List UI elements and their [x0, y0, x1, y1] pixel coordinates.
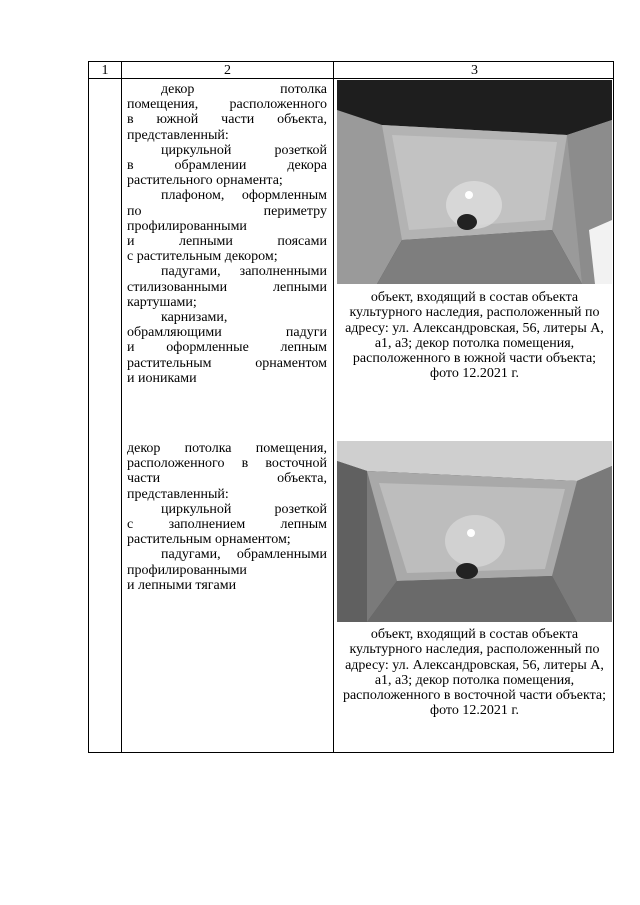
description-line: циркульной розеткой: [161, 501, 327, 517]
column-divider: [333, 62, 334, 752]
photo-caption-east: объект, входящий в состав объекта культурного наследия, расположенный по адресу: ул. Александровская, 56, литеры А, а1, а3; декор потолка помещения, расположенного в восточной части объекта; фото 12.2021 г.: [342, 627, 607, 719]
ceiling-decor-description-south: [127, 82, 327, 386]
column-divider: [121, 62, 122, 752]
description-line: расположенного в восточной: [127, 456, 327, 472]
description-line: плафоном, оформленным: [161, 188, 327, 204]
description-line: обрамляющими падуги: [127, 325, 327, 341]
description-line: по периметру: [127, 203, 327, 219]
column-header-3: 3: [471, 63, 478, 78]
description-line: растительным орнаментом;: [127, 532, 291, 548]
description-line: картушами;: [127, 294, 197, 310]
description-line: растительным орнаментом: [127, 355, 327, 371]
description-line: с заполнением лепным: [127, 517, 327, 533]
description-line: и лепными тягами: [127, 577, 237, 593]
description-line: декор потолка помещения,: [127, 441, 327, 456]
description-line: в южной части объекта,: [127, 112, 327, 128]
description-line: профилированными: [127, 218, 247, 234]
ceiling-decor-description-east: [127, 441, 327, 593]
description-line: растительного орнамента;: [127, 173, 283, 189]
description-line: карнизами,: [161, 310, 228, 326]
ceiling-photo-south: [337, 80, 612, 284]
description-line: стилизованными лепными: [127, 279, 327, 295]
header-divider: [89, 78, 613, 79]
description-line: и лепными поясами: [127, 234, 327, 250]
photo-caption-south: объект, входящий в состав объекта культурного наследия, расположенный по адресу: ул. Александровская, 56, литеры А, а1, а3; декор потолка помещения, расположенного в южной части объекта; фото 12.2021 г.: [345, 290, 604, 382]
ceiling-photo-east: [337, 441, 612, 622]
description-line: в обрамлении декора: [127, 158, 327, 174]
description-line: падугами, обрамленными: [161, 547, 327, 563]
description-line: части объекта,: [127, 471, 327, 487]
description-line: и оформленные лепным: [127, 340, 327, 356]
description-line: циркульной розеткой: [161, 142, 327, 158]
description-line: декор потолка: [161, 82, 327, 97]
description-line: профилированными: [127, 562, 247, 578]
column-header-2: 2: [224, 63, 231, 78]
column-header-1: 1: [101, 63, 109, 78]
description-line: с растительным декором;: [127, 249, 278, 265]
description-line: представленный:: [127, 127, 229, 143]
description-line: представленный:: [127, 486, 229, 502]
description-line: помещения, расположенного: [127, 97, 327, 113]
description-line: падугами, заполненными: [161, 264, 327, 280]
description-line: и иониками: [127, 370, 197, 386]
